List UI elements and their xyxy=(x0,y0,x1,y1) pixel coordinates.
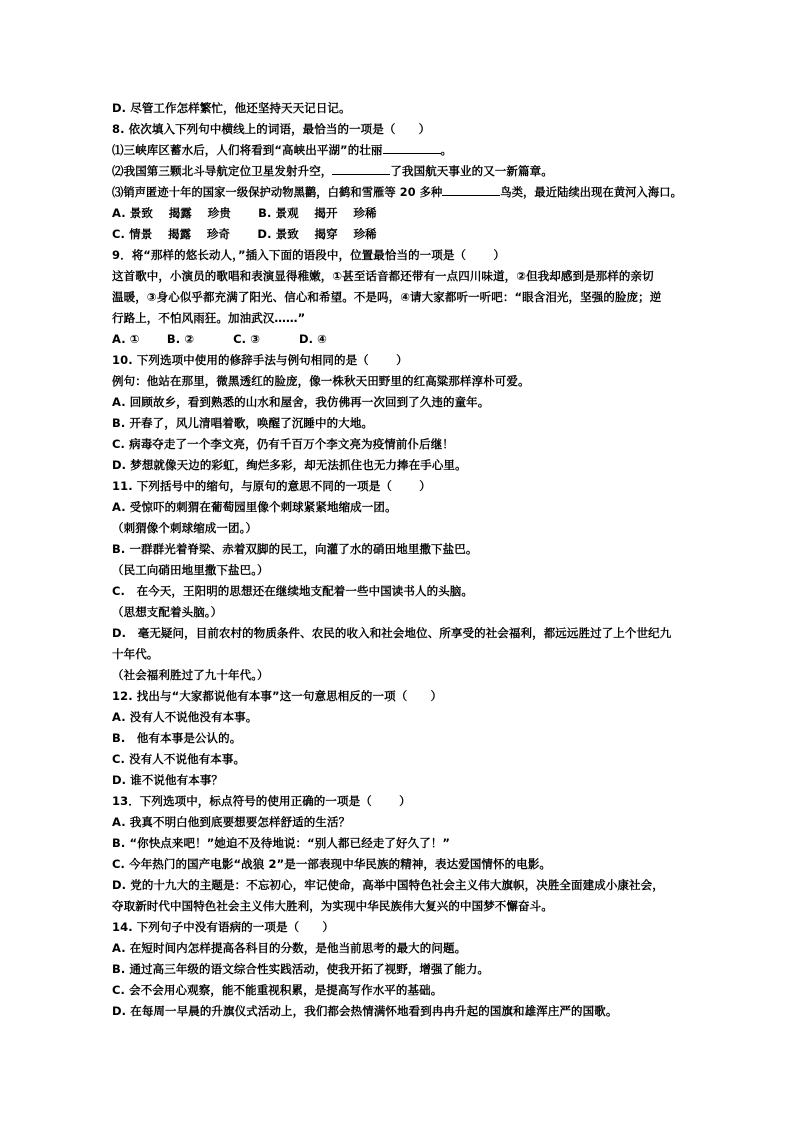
text-segment: 了我国航天事业的又一新篇章。 xyxy=(390,164,553,178)
question-9-stem: 9．将“那样的悠长动人，”插入下面的语段中，位置最恰当的一项是（ ） xyxy=(112,248,505,262)
text-line: 例句：他站在那里，微黑透红的脸庞，像一株秋天田野里的红高粱那样淳朴可爱。 xyxy=(112,374,530,388)
text-line: （刺猬像个刺球缩成一团。） xyxy=(112,521,258,535)
text-line xyxy=(112,182,692,203)
text-line: （思想支配着头脑。） xyxy=(112,605,223,619)
text-line: 这首歌中，小演员的歌唱和表演显得稚嫩，①甚至话音都还带有一点四川味道，②但我却感到是那样的亲切 xyxy=(112,269,654,283)
text-line: D. 毫无疑问，目前农村的物质条件、农民的收入和社会地位、所享受的社会福利，都远远胜过了上个世纪九 xyxy=(112,626,672,640)
text-line: B. 开春了，风儿清唱着歌，唤醒了沉睡中的大地。 xyxy=(112,416,374,430)
text-line: D. 在每周一早晨的升旗仪式活动上，我们都会热情满怀地看到冉冉升起的国旗和雄浑庄严的国歌。 xyxy=(112,1004,618,1018)
document-page xyxy=(112,98,692,1022)
fill-blank xyxy=(442,183,500,196)
text-line: 十年代。 xyxy=(112,647,159,661)
text-line: D. 梦想就像天边的彩虹，绚烂多彩，却无法抓住也无力捧在手心里。 xyxy=(112,458,467,472)
text-line xyxy=(112,161,692,182)
question-10-stem: 10. 下列选项中使用的修辞手法与例句相同的是（ ） xyxy=(112,353,408,367)
text-line: （社会福利胜过了九十年代。） xyxy=(112,668,269,682)
text-line: C. 会不会用心观察，能不能重视积累，是提高写作水平的基础。 xyxy=(112,983,443,997)
answer-options: A. ① B. ② C. ③ D. ④ xyxy=(112,332,328,346)
text-line: A. 回顾故乡，看到熟悉的山水和屋舍，我仿佛再一次回到了久违的童年。 xyxy=(112,395,490,409)
text-line: B. “你快点来吧！”她迫不及待地说：“别人都已经走了好久了！” xyxy=(112,836,451,850)
answer-options: A. 景致 揭露 珍贵 B. 景观 揭开 珍稀 xyxy=(112,206,377,220)
text-line: 温暖，③身心似乎都充满了阳光、信心和希望。不是吗，④请大家都听一听吧：“眼含泪光，坚强的脸庞；逆 xyxy=(112,290,662,304)
text-line: ⑴三峡库区蓄水后，人们将看到“高峡出平湖”的壮丽 。 xyxy=(112,143,453,157)
answer-options: C. 情景 揭露 珍奇 D. 景致 揭穿 珍稀 xyxy=(112,227,377,241)
text-line: D. 尽管工作怎样繁忙，他还坚持天天记日记。 xyxy=(112,101,351,115)
question-13-stem: 13．下列选项中，标点符号的使用正确的一项是（ ） xyxy=(112,794,411,808)
text-line: C. 没有人不说他有本事。 xyxy=(112,752,246,766)
text-line: 夺取新时代中国特色社会主义伟大胜利，为实现中华民族伟大复兴的中国梦不懈奋斗。 xyxy=(112,899,553,913)
text-line: D. 谁不说他有本事？ xyxy=(112,773,224,787)
question-14-stem: 14. 下列句子中没有语病的一项是（ ） xyxy=(112,920,334,934)
text-segment: ⑵我国第三颗北斗导航定位卫星发射升空， xyxy=(112,164,333,178)
text-line: C. 在今天，王阳明的思想还在继续地支配着一些中国读书人的头脑。 xyxy=(112,584,474,598)
text-line: A. 没有人不说他没有本事。 xyxy=(112,710,258,724)
text-line: A. 在短时间内怎样提高各科目的分数，是他当前思考的最大的问题。 xyxy=(112,941,467,955)
text-line: C. 病毒夺走了一个李文亮，仍有千百万个李文亮为疫情前仆后继！ xyxy=(112,437,454,451)
text-segment: 鸟类，最近陆续出现在黄河入海口。 xyxy=(500,186,682,199)
question-8-stem: 8. 依次填入下列句中横线上的词语，最恰当的一项是（ ） xyxy=(112,122,431,136)
fill-blank xyxy=(332,162,390,175)
question-12-stem: 12. 找出与“大家都说他有本事”这一句意思相反的一项（ ） xyxy=(112,689,443,703)
text-line: D. 党的十九大的主题是：不忘初心，牢记使命，高举中国特色社会主义伟大旗帜，决胜全面建成小康社会， xyxy=(112,878,664,892)
text-line: 行路上，不怕风雨狂。加油武汉……” xyxy=(112,311,306,325)
text-line: C. 今年热门的国产电影“战狼 2”是一部表现中华民族的精神，表达爱国情怀的电影。 xyxy=(112,857,552,871)
text-line: B. 一群群光着脊梁、赤着双脚的民工，向灌了水的硝田地里撒下盐巴。 xyxy=(112,542,478,556)
text-line: （民工向硝田地里撒下盐巴。） xyxy=(112,563,269,577)
text-segment: ⑶销声匿迹十年的国家一级保护动物黑鹳，白鹤和雪雁等 20 多种 xyxy=(112,186,443,199)
question-11-stem: 11. 下列括号中的缩句，与原句的意思不同的一项是（ ） xyxy=(112,479,431,493)
text-line: B. 通过高三年级的语文综合性实践活动，使我开拓了视野，增强了能力。 xyxy=(112,962,490,976)
text-line: A. 受惊吓的刺猬在葡萄园里像个刺球紧紧地缩成一团。 xyxy=(112,500,397,514)
text-line: B. 他有本事是公认的。 xyxy=(112,731,242,745)
text-line: A. 我真不明白他到底要想要怎样舒适的生活？ xyxy=(112,815,351,829)
text-segment: ⑴三峡库区蓄水后，人们将看到“高峡出平湖”的壮丽 xyxy=(112,143,383,157)
fill-blank xyxy=(383,141,441,154)
